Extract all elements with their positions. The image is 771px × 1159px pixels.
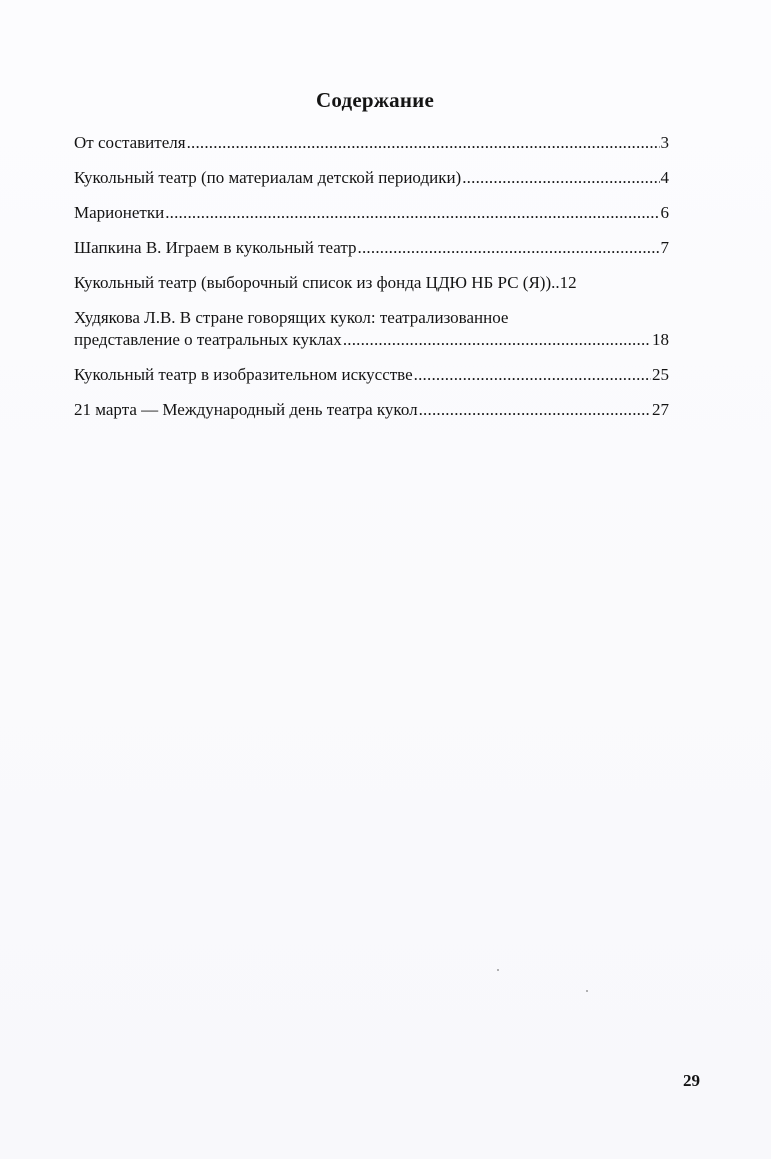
toc-entry-page: 18 bbox=[652, 330, 669, 349]
toc-entry bbox=[74, 364, 669, 386]
toc-entry-title: Шапкина В. Играем в кукольный театр bbox=[74, 238, 357, 257]
paper-speck bbox=[586, 990, 588, 992]
toc-entry-page: 3 bbox=[660, 133, 669, 152]
toc-entry bbox=[74, 132, 669, 154]
toc-entry-title: Кукольный театр (выборочный список из фонда ЦДЮ НБ РС (Я)) bbox=[74, 273, 552, 292]
toc-entry-title-line2: представление о театральных куклах bbox=[74, 330, 342, 349]
table-of-contents bbox=[74, 132, 669, 434]
toc-entry bbox=[74, 202, 669, 224]
toc-entry-page: 4 bbox=[660, 168, 669, 187]
dot-leader bbox=[419, 399, 651, 421]
page-title: Содержание bbox=[316, 88, 434, 112]
toc-entry-page: 7 bbox=[660, 238, 669, 257]
toc-entry-page: 12 bbox=[559, 273, 577, 292]
dot-leader bbox=[343, 329, 651, 351]
dot-leader bbox=[414, 364, 651, 386]
toc-entry bbox=[74, 307, 669, 351]
dot-leader: .. bbox=[551, 273, 560, 292]
toc-entry-title: От составителя bbox=[74, 133, 186, 152]
toc-entry bbox=[74, 272, 669, 294]
toc-entry-title: Кукольный театр (по материалам детской периодики) bbox=[74, 168, 462, 187]
dot-leader bbox=[462, 167, 659, 189]
paper-speck bbox=[497, 969, 499, 971]
toc-entry-page: 25 bbox=[652, 365, 669, 384]
toc-entry bbox=[74, 399, 669, 421]
dot-leader bbox=[165, 202, 659, 224]
toc-entry-title: Марионетки bbox=[74, 203, 165, 222]
toc-entry-title: 21 марта — Международный день театра кукол bbox=[74, 400, 418, 419]
toc-entry-title-line1: Худякова Л.В. В стране говорящих кукол: театрализованное bbox=[74, 308, 509, 327]
toc-entry-title: Кукольный театр в изобразительном искусстве bbox=[74, 365, 413, 384]
toc-entry-page: 6 bbox=[660, 203, 669, 222]
page-number: 29 bbox=[683, 1071, 700, 1090]
dot-leader bbox=[358, 237, 660, 259]
toc-entry bbox=[74, 237, 669, 259]
toc-entry bbox=[74, 167, 669, 189]
toc-entry-page: 27 bbox=[652, 400, 669, 419]
dot-leader bbox=[187, 132, 660, 154]
